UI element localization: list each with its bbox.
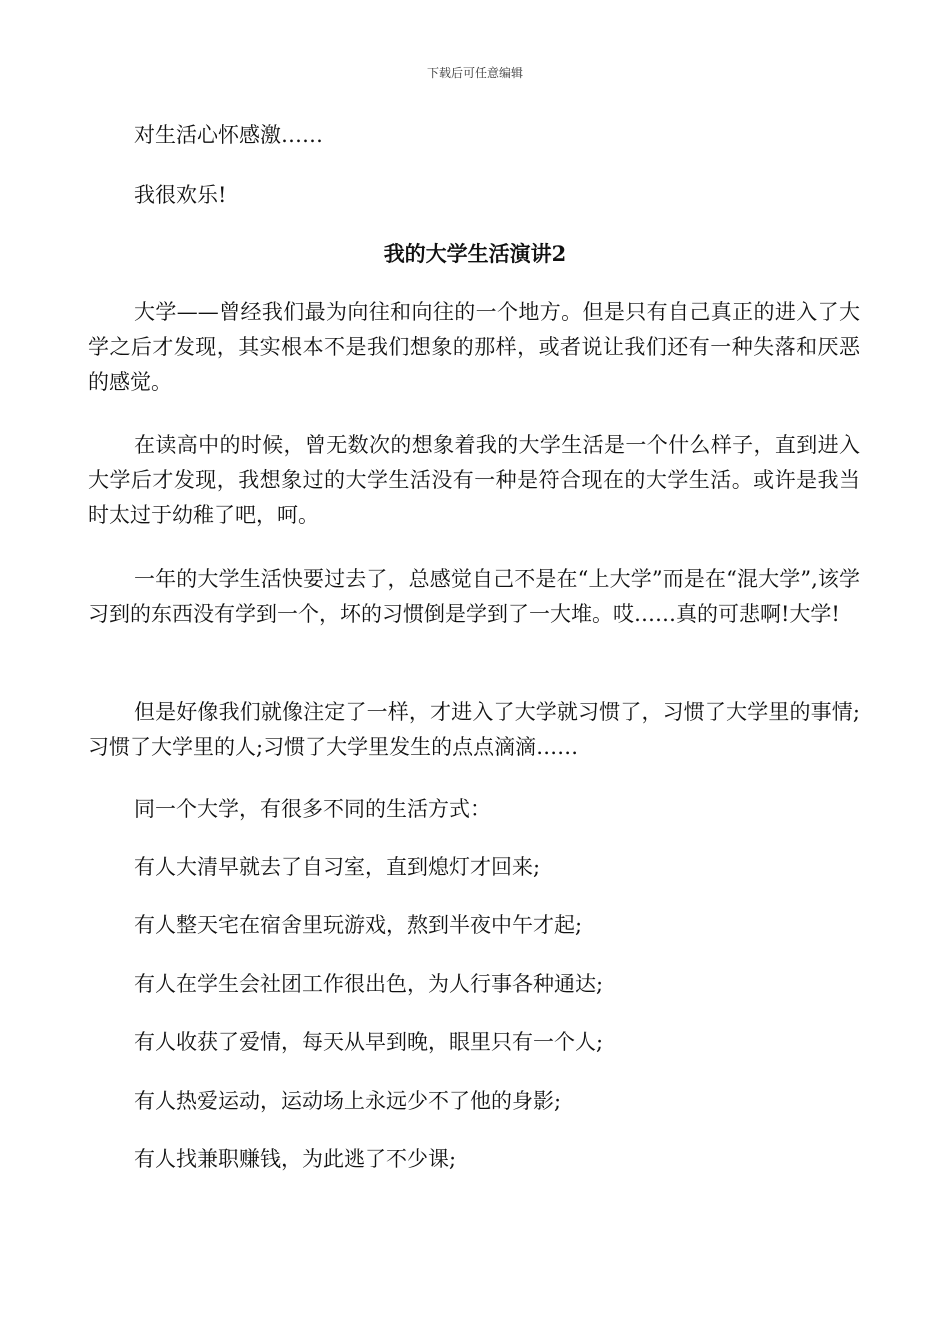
paragraph bbox=[88, 428, 860, 533]
paragraph-text: 一年的大学生活快要过去了，总感觉自己不是在“上大学”而是在“混大学”,该学习到的东西没有学到一个，坏的习惯倒是学到了一大堆。哎……真的可悲啊!大学! bbox=[88, 567, 860, 626]
list-item-text: 有人大清早就去了自习室，直到熄灯才回来; bbox=[134, 855, 541, 879]
paragraph bbox=[88, 695, 860, 765]
list-item bbox=[88, 908, 860, 943]
paragraph-text: 在读高中的时候，曾无数次的想象着我的大学生活是一个什么样子，直到进入大学后才发现，我想象过的大学生活没有一种是符合现在的大学生活。或许是我当时太过于幼稚了吧，呵。 bbox=[88, 433, 860, 527]
list-item bbox=[88, 1142, 860, 1177]
list-item bbox=[88, 850, 860, 885]
intro-line bbox=[88, 118, 860, 153]
list-item bbox=[88, 967, 860, 1002]
list-item-text: 有人收获了爱情，每天从早到晚，眼里只有一个人; bbox=[134, 1030, 604, 1054]
list-item bbox=[88, 1084, 860, 1119]
list-intro-text: 同一个大学，有很多不同的生活方式： bbox=[134, 797, 491, 821]
paragraph-text: 大学——曾经我们最为向往和向往的一个地方。但是只有自己真正的进入了大学之后才发现，其实根本不是我们想象的那样，或者说让我们还有一种失落和厌恶的感觉。 bbox=[88, 300, 860, 394]
intro-line-text: 对生活心怀感激…… bbox=[134, 123, 323, 147]
list-item-text: 有人找兼职赚钱，为此逃了不少课; bbox=[134, 1147, 457, 1171]
intro-line bbox=[88, 178, 860, 213]
paragraph bbox=[88, 295, 860, 400]
list-item-text: 有人在学生会社团工作很出色，为人行事各种通达; bbox=[134, 972, 604, 996]
section-title: 我的大学生活演讲2 bbox=[383, 241, 567, 266]
page-header-note: 下载后可任意编辑 bbox=[426, 66, 523, 80]
list-item-text: 有人整天宅在宿舍里玩游戏，熬到半夜中午才起; bbox=[134, 913, 583, 937]
list-item bbox=[88, 1025, 860, 1060]
list-item-text: 有人热爱运动，运动场上永远少不了他的身影; bbox=[134, 1089, 562, 1113]
paragraph-text: 但是好像我们就像注定了一样，才进入了大学就习惯了，习惯了大学里的事情;习惯了大学里的人;习惯了大学里发生的点点滴滴…… bbox=[88, 700, 860, 759]
intro-line-text: 我很欢乐! bbox=[134, 183, 227, 207]
paragraph bbox=[88, 562, 860, 632]
list-intro bbox=[88, 792, 860, 827]
